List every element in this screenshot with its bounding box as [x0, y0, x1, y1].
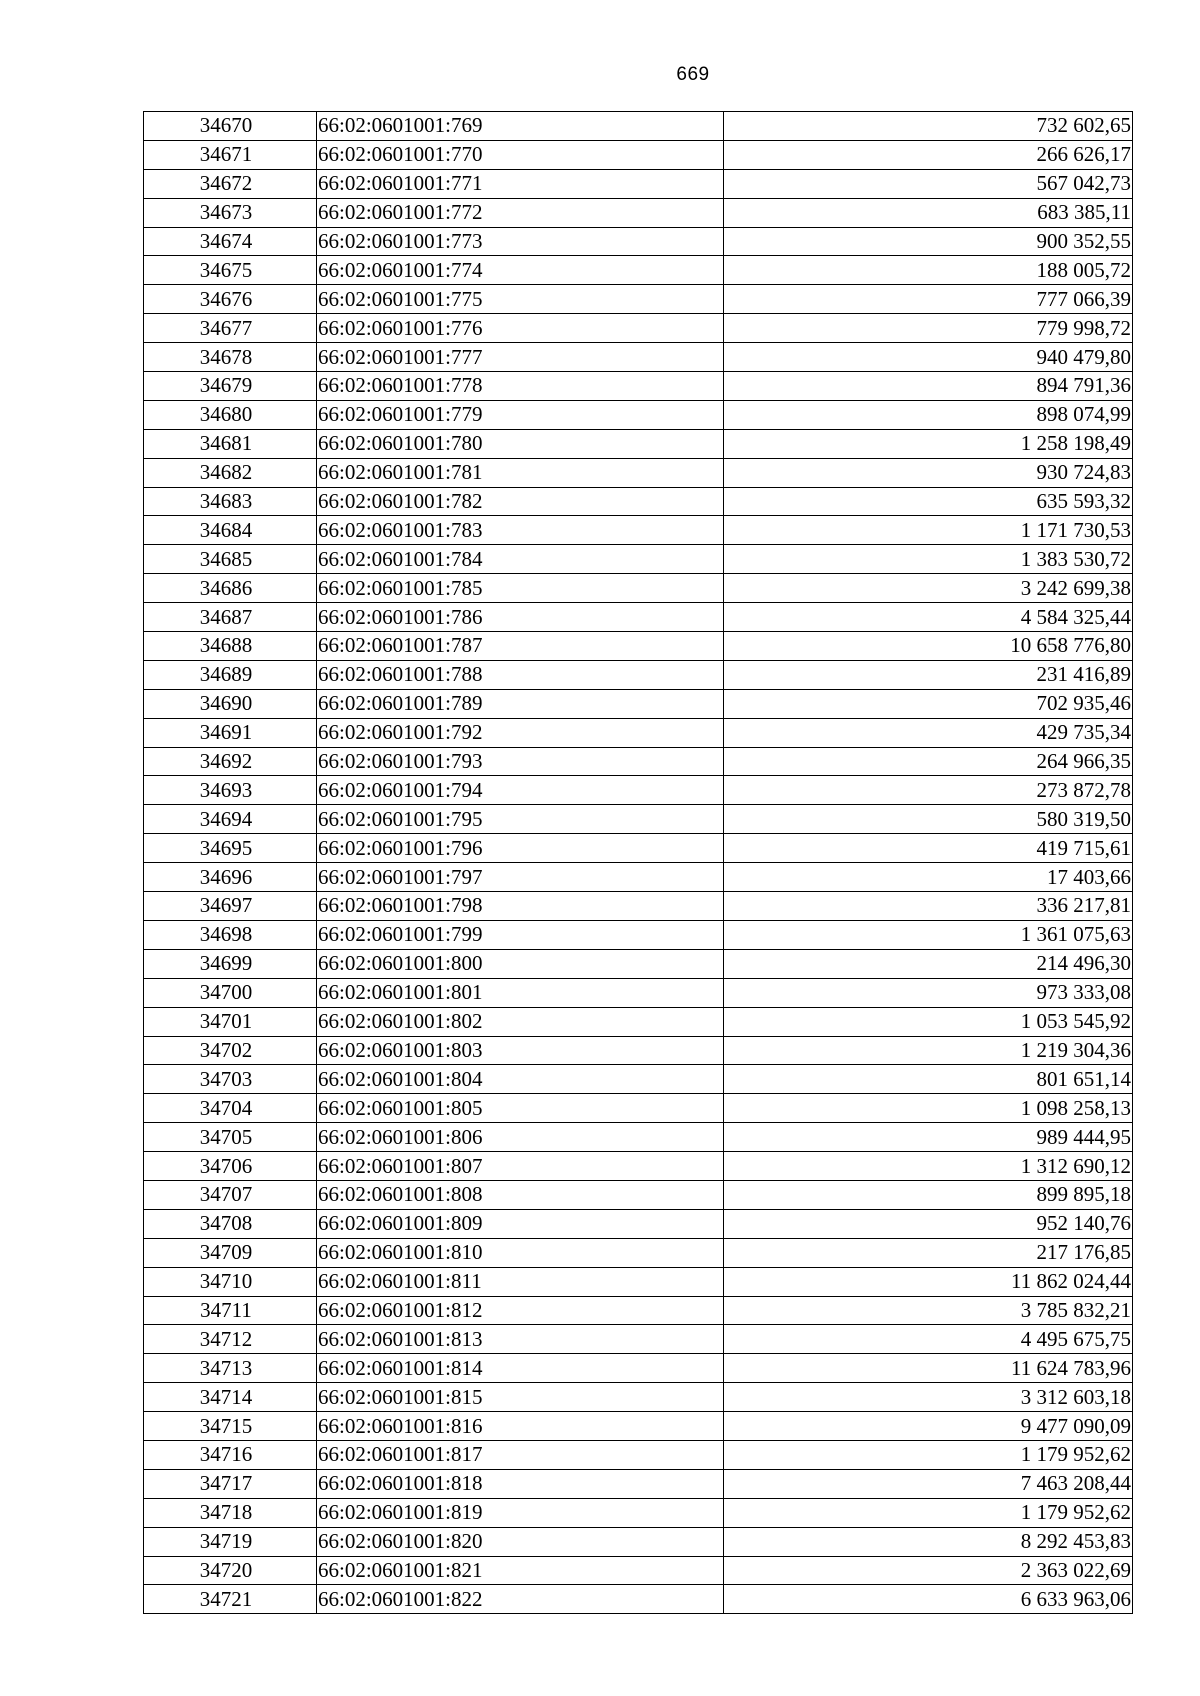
table-row	[144, 1527, 1133, 1556]
row-number: 34696	[144, 863, 317, 892]
cadastral-value: 894 791,36	[724, 372, 1133, 401]
cadastral-number: 66:02:0601001:814	[317, 1354, 724, 1383]
table-row	[144, 343, 1133, 372]
cadastral-number: 66:02:0601001:800	[317, 949, 724, 978]
cadastral-number: 66:02:0601001:795	[317, 805, 724, 834]
cadastral-number: 66:02:0601001:797	[317, 863, 724, 892]
cadastral-number: 66:02:0601001:793	[317, 747, 724, 776]
table-row	[144, 487, 1133, 516]
table-row	[144, 1556, 1133, 1585]
row-number: 34713	[144, 1354, 317, 1383]
cadastral-number: 66:02:0601001:770	[317, 140, 724, 169]
cadastral-number: 66:02:0601001:819	[317, 1498, 724, 1527]
cadastral-number: 66:02:0601001:792	[317, 718, 724, 747]
row-number: 34694	[144, 805, 317, 834]
row-number: 34712	[144, 1325, 317, 1354]
table-row	[144, 1036, 1133, 1065]
row-number: 34709	[144, 1238, 317, 1267]
cadastral-value: 567 042,73	[724, 169, 1133, 198]
cadastral-number: 66:02:0601001:782	[317, 487, 724, 516]
table-row	[144, 776, 1133, 805]
row-number: 34685	[144, 545, 317, 574]
table-row	[144, 429, 1133, 458]
row-number: 34708	[144, 1209, 317, 1238]
row-number: 34689	[144, 660, 317, 689]
cadastral-value: 683 385,11	[724, 198, 1133, 227]
table-row	[144, 1123, 1133, 1152]
cadastral-value: 1 312 690,12	[724, 1152, 1133, 1181]
cadastral-value: 11 862 024,44	[724, 1267, 1133, 1296]
cadastral-value: 732 602,65	[724, 112, 1133, 141]
row-number: 34683	[144, 487, 317, 516]
row-number: 34699	[144, 949, 317, 978]
table-row	[144, 314, 1133, 343]
cadastral-value: 3 785 832,21	[724, 1296, 1133, 1325]
table-row	[144, 920, 1133, 949]
table-row	[144, 1296, 1133, 1325]
row-number: 34693	[144, 776, 317, 805]
table-row	[144, 1585, 1133, 1614]
cadastral-value: 3 312 603,18	[724, 1383, 1133, 1412]
cadastral-number: 66:02:0601001:769	[317, 112, 724, 141]
cadastral-number: 66:02:0601001:781	[317, 458, 724, 487]
cadastral-number: 66:02:0601001:798	[317, 892, 724, 921]
row-number: 34715	[144, 1412, 317, 1441]
row-number: 34682	[144, 458, 317, 487]
row-number: 34690	[144, 689, 317, 718]
table-row	[144, 1065, 1133, 1094]
row-number: 34671	[144, 140, 317, 169]
table-row	[144, 140, 1133, 169]
cadastral-number: 66:02:0601001:785	[317, 574, 724, 603]
cadastral-value: 801 651,14	[724, 1065, 1133, 1094]
table-row	[144, 1238, 1133, 1267]
row-number: 34714	[144, 1383, 317, 1412]
cadastral-number: 66:02:0601001:786	[317, 603, 724, 632]
cadastral-number: 66:02:0601001:805	[317, 1094, 724, 1123]
cadastral-value: 7 463 208,44	[724, 1469, 1133, 1498]
cadastral-value: 777 066,39	[724, 285, 1133, 314]
table-row	[144, 660, 1133, 689]
cadastral-value: 1 098 258,13	[724, 1094, 1133, 1123]
cadastral-value: 231 416,89	[724, 660, 1133, 689]
table-row	[144, 747, 1133, 776]
cadastral-number: 66:02:0601001:787	[317, 632, 724, 661]
cadastral-number: 66:02:0601001:810	[317, 1238, 724, 1267]
table-row	[144, 1383, 1133, 1412]
cadastral-number: 66:02:0601001:783	[317, 516, 724, 545]
row-number: 34711	[144, 1296, 317, 1325]
table-row	[144, 1325, 1133, 1354]
row-number: 34691	[144, 718, 317, 747]
cadastral-value: 336 217,81	[724, 892, 1133, 921]
row-number: 34716	[144, 1440, 317, 1469]
cadastral-value: 779 998,72	[724, 314, 1133, 343]
row-number: 34697	[144, 892, 317, 921]
cadastral-value: 1 219 304,36	[724, 1036, 1133, 1065]
table-row	[144, 1152, 1133, 1181]
cadastral-value: 989 444,95	[724, 1123, 1133, 1152]
table-row	[144, 1440, 1133, 1469]
cadastral-value-table	[143, 111, 1133, 1614]
row-number: 34688	[144, 632, 317, 661]
cadastral-value: 899 895,18	[724, 1180, 1133, 1209]
row-number: 34677	[144, 314, 317, 343]
cadastral-value: 214 496,30	[724, 949, 1133, 978]
table-row	[144, 198, 1133, 227]
cadastral-number: 66:02:0601001:817	[317, 1440, 724, 1469]
cadastral-value: 930 724,83	[724, 458, 1133, 487]
table-row	[144, 689, 1133, 718]
table-row	[144, 1007, 1133, 1036]
row-number: 34704	[144, 1094, 317, 1123]
row-number: 34681	[144, 429, 317, 458]
table-row	[144, 718, 1133, 747]
cadastral-value: 4 495 675,75	[724, 1325, 1133, 1354]
cadastral-number: 66:02:0601001:776	[317, 314, 724, 343]
table-row	[144, 574, 1133, 603]
table-row	[144, 949, 1133, 978]
row-number: 34705	[144, 1123, 317, 1152]
table-row	[144, 632, 1133, 661]
cadastral-number: 66:02:0601001:811	[317, 1267, 724, 1296]
cadastral-value: 273 872,78	[724, 776, 1133, 805]
table-row	[144, 1498, 1133, 1527]
cadastral-number: 66:02:0601001:777	[317, 343, 724, 372]
cadastral-value: 8 292 453,83	[724, 1527, 1133, 1556]
cadastral-value: 1 179 952,62	[724, 1498, 1133, 1527]
cadastral-value: 9 477 090,09	[724, 1412, 1133, 1441]
cadastral-value: 1 179 952,62	[724, 1440, 1133, 1469]
row-number: 34687	[144, 603, 317, 632]
cadastral-value: 1 383 530,72	[724, 545, 1133, 574]
table-row	[144, 227, 1133, 256]
cadastral-value: 266 626,17	[724, 140, 1133, 169]
cadastral-number: 66:02:0601001:816	[317, 1412, 724, 1441]
row-number: 34721	[144, 1585, 317, 1614]
cadastral-number: 66:02:0601001:789	[317, 689, 724, 718]
cadastral-number: 66:02:0601001:784	[317, 545, 724, 574]
table-row	[144, 1469, 1133, 1498]
cadastral-value: 952 140,76	[724, 1209, 1133, 1238]
cadastral-value: 2 363 022,69	[724, 1556, 1133, 1585]
row-number: 34703	[144, 1065, 317, 1094]
table-row	[144, 892, 1133, 921]
table-row	[144, 545, 1133, 574]
row-number: 34680	[144, 400, 317, 429]
row-number: 34679	[144, 372, 317, 401]
cadastral-number: 66:02:0601001:772	[317, 198, 724, 227]
table-row	[144, 256, 1133, 285]
cadastral-value: 1 361 075,63	[724, 920, 1133, 949]
cadastral-number: 66:02:0601001:820	[317, 1527, 724, 1556]
cadastral-number: 66:02:0601001:794	[317, 776, 724, 805]
cadastral-number: 66:02:0601001:773	[317, 227, 724, 256]
cadastral-number: 66:02:0601001:774	[317, 256, 724, 285]
cadastral-number: 66:02:0601001:788	[317, 660, 724, 689]
row-number: 34710	[144, 1267, 317, 1296]
row-number: 34670	[144, 112, 317, 141]
row-number: 34695	[144, 834, 317, 863]
row-number: 34698	[144, 920, 317, 949]
cadastral-number: 66:02:0601001:808	[317, 1180, 724, 1209]
cadastral-number: 66:02:0601001:775	[317, 285, 724, 314]
cadastral-value: 1 171 730,53	[724, 516, 1133, 545]
row-number: 34719	[144, 1527, 317, 1556]
row-number: 34717	[144, 1469, 317, 1498]
cadastral-value: 4 584 325,44	[724, 603, 1133, 632]
cadastral-value: 1 053 545,92	[724, 1007, 1133, 1036]
table-row	[144, 458, 1133, 487]
row-number: 34692	[144, 747, 317, 776]
table-row	[144, 1180, 1133, 1209]
cadastral-number: 66:02:0601001:821	[317, 1556, 724, 1585]
cadastral-value: 973 333,08	[724, 978, 1133, 1007]
row-number: 34701	[144, 1007, 317, 1036]
table-row	[144, 400, 1133, 429]
table-row	[144, 1267, 1133, 1296]
cadastral-number: 66:02:0601001:796	[317, 834, 724, 863]
cadastral-value: 898 074,99	[724, 400, 1133, 429]
cadastral-value: 10 658 776,80	[724, 632, 1133, 661]
cadastral-number: 66:02:0601001:803	[317, 1036, 724, 1065]
row-number: 34718	[144, 1498, 317, 1527]
cadastral-number: 66:02:0601001:809	[317, 1209, 724, 1238]
cadastral-number: 66:02:0601001:818	[317, 1469, 724, 1498]
cadastral-value: 264 966,35	[724, 747, 1133, 776]
cadastral-number: 66:02:0601001:807	[317, 1152, 724, 1181]
cadastral-value: 217 176,85	[724, 1238, 1133, 1267]
table-row	[144, 285, 1133, 314]
cadastral-value: 900 352,55	[724, 227, 1133, 256]
row-number: 34673	[144, 198, 317, 227]
table-row	[144, 603, 1133, 632]
cadastral-number: 66:02:0601001:779	[317, 400, 724, 429]
page-number: 669	[676, 64, 710, 85]
cadastral-number: 66:02:0601001:780	[317, 429, 724, 458]
cadastral-number: 66:02:0601001:799	[317, 920, 724, 949]
table-row	[144, 1354, 1133, 1383]
table-row	[144, 169, 1133, 198]
table-row	[144, 834, 1133, 863]
cadastral-value: 580 319,50	[724, 805, 1133, 834]
cadastral-number: 66:02:0601001:778	[317, 372, 724, 401]
table-row	[144, 372, 1133, 401]
cadastral-value: 702 935,46	[724, 689, 1133, 718]
table-row	[144, 978, 1133, 1007]
cadastral-value: 17 403,66	[724, 863, 1133, 892]
cadastral-number: 66:02:0601001:815	[317, 1383, 724, 1412]
row-number: 34675	[144, 256, 317, 285]
row-number: 34676	[144, 285, 317, 314]
cadastral-value: 6 633 963,06	[724, 1585, 1133, 1614]
row-number: 34684	[144, 516, 317, 545]
cadastral-number: 66:02:0601001:813	[317, 1325, 724, 1354]
table-row	[144, 516, 1133, 545]
cadastral-value: 635 593,32	[724, 487, 1133, 516]
cadastral-value: 940 479,80	[724, 343, 1133, 372]
row-number: 34686	[144, 574, 317, 603]
cadastral-number: 66:02:0601001:802	[317, 1007, 724, 1036]
row-number: 34707	[144, 1180, 317, 1209]
cadastral-number: 66:02:0601001:806	[317, 1123, 724, 1152]
cadastral-number: 66:02:0601001:804	[317, 1065, 724, 1094]
cadastral-value: 3 242 699,38	[724, 574, 1133, 603]
row-number: 34672	[144, 169, 317, 198]
table-row	[144, 1412, 1133, 1441]
table-body	[144, 112, 1133, 1614]
row-number: 34706	[144, 1152, 317, 1181]
row-number: 34700	[144, 978, 317, 1007]
row-number: 34678	[144, 343, 317, 372]
cadastral-value: 188 005,72	[724, 256, 1133, 285]
cadastral-number: 66:02:0601001:812	[317, 1296, 724, 1325]
table-row	[144, 863, 1133, 892]
cadastral-value: 429 735,34	[724, 718, 1133, 747]
table-row	[144, 1094, 1133, 1123]
cadastral-number: 66:02:0601001:822	[317, 1585, 724, 1614]
table-row	[144, 1209, 1133, 1238]
row-number: 34702	[144, 1036, 317, 1065]
table-row	[144, 805, 1133, 834]
cadastral-value: 419 715,61	[724, 834, 1133, 863]
cadastral-value: 1 258 198,49	[724, 429, 1133, 458]
table-row	[144, 112, 1133, 141]
row-number: 34674	[144, 227, 317, 256]
cadastral-number: 66:02:0601001:771	[317, 169, 724, 198]
cadastral-value: 11 624 783,96	[724, 1354, 1133, 1383]
row-number: 34720	[144, 1556, 317, 1585]
cadastral-number: 66:02:0601001:801	[317, 978, 724, 1007]
